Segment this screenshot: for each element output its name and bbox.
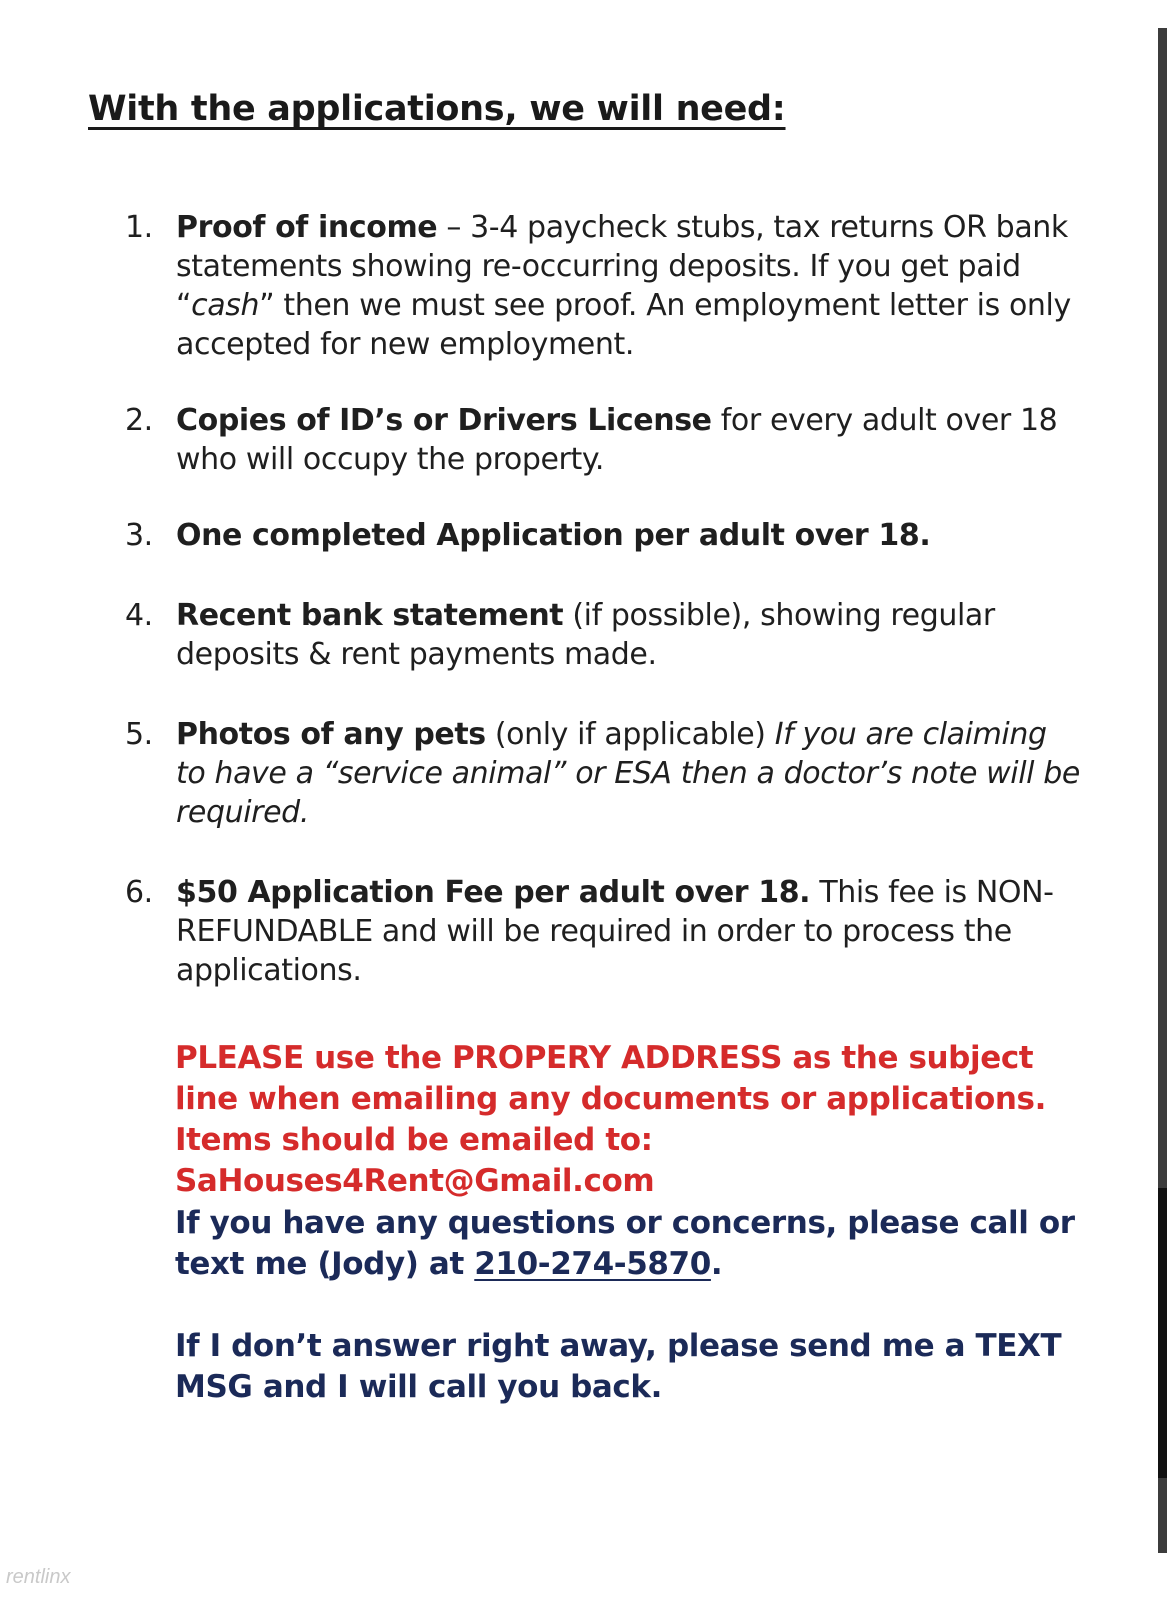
item-title: Photos of any pets — [176, 717, 486, 752]
requirement-item-income — [125, 208, 1085, 364]
requirement-item-pets — [125, 715, 1085, 832]
scrollbar-thumb[interactable] — [1158, 1188, 1167, 1478]
item-title: Proof of income — [176, 210, 438, 245]
item-title: One completed Application per adult over 18. — [176, 518, 931, 553]
item-text: This fee is NON-REFUNDABLE and will be required in order to process the applications. — [176, 875, 1054, 988]
item-title: Copies of ID’s or Drivers License — [176, 403, 712, 438]
email-notice: PLEASE use the PROPERY ADDRESS as the subject line when emailing any documents or applications. Items should be emailed to: SaHouses4Rent@Gmail.com — [175, 1040, 1046, 1199]
item-number: 5. — [125, 717, 153, 752]
item-text-continued: ” then we must see proof. An employment letter is only accepted for new employment. — [176, 288, 1071, 362]
questions-period: . — [710, 1246, 723, 1282]
item-title: Recent bank statement — [176, 598, 564, 633]
questions-text: If you have any questions or concerns, please call or text me (Jody) at — [175, 1205, 1075, 1282]
requirement-item-application — [125, 516, 1085, 555]
page-heading: With the applications, we will need: — [88, 89, 786, 129]
requirement-item-bank-statement — [125, 596, 1085, 674]
text-notice: If I don’t answer right away, please send me a TEXT MSG and I will call you back. — [175, 1328, 1062, 1405]
phone-link[interactable]: 210-274-5870 — [474, 1246, 711, 1282]
item-number: 3. — [125, 518, 153, 553]
requirement-item-id — [125, 401, 1085, 479]
rentlinx-watermark: rentlinx — [6, 1566, 71, 1588]
item-text: – 3-4 paycheck stubs, tax returns OR bank statements showing re-occurring deposits. If you get paid “ — [176, 210, 1068, 323]
item-emphasis: cash — [191, 288, 260, 323]
scrollbar[interactable] — [1158, 28, 1167, 1553]
item-number: 6. — [125, 875, 153, 910]
item-text: for every adult over 18 who will occupy the property. — [176, 403, 1058, 477]
item-emphasis: If you are claiming to have a “service animal” or ESA then a doctor’s note will be required. — [176, 717, 1080, 830]
item-number: 2. — [125, 403, 153, 438]
item-text: (only if applicable) — [485, 717, 775, 752]
item-number: 1. — [125, 210, 153, 245]
item-number: 4. — [125, 598, 153, 633]
requirement-item-fee — [125, 873, 1085, 990]
questions-notice — [175, 1203, 1075, 1285]
requirements-list — [125, 208, 1085, 990]
item-text: (if possible), showing regular deposits & rent payments made. — [176, 598, 995, 672]
item-title: $50 Application Fee per adult over 18. — [176, 875, 811, 910]
